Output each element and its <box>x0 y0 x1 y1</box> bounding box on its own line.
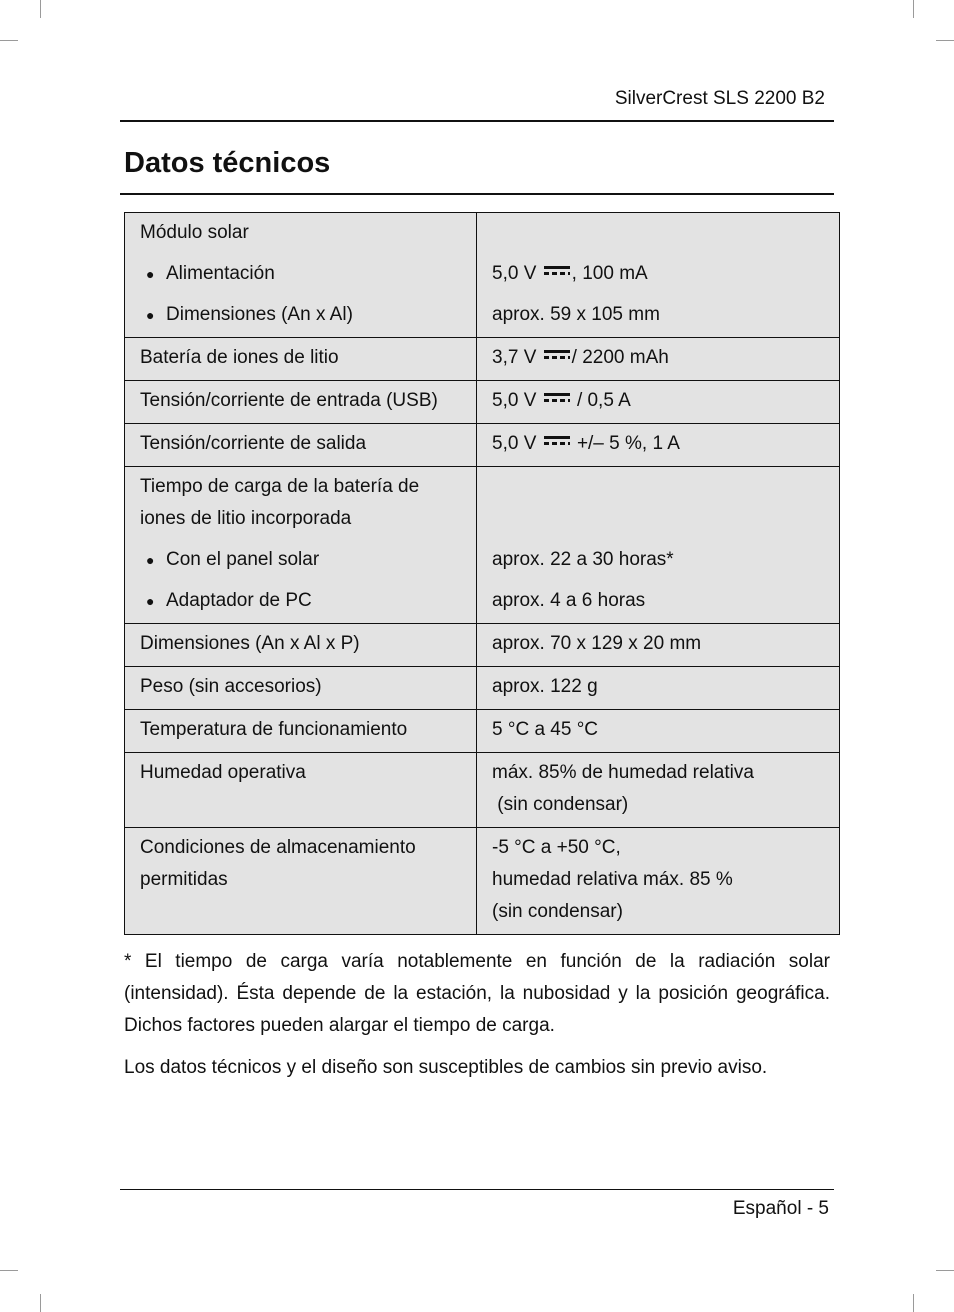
spec-value: aprox. 122 g <box>477 667 840 710</box>
spec-label: Batería de iones de litio <box>125 338 477 381</box>
page-number: Español - 5 <box>732 1198 829 1219</box>
footer-rule <box>120 1189 834 1190</box>
spec-value-text: +/– 5 %, 1 A <box>576 433 680 454</box>
spec-value: (sin condensar) <box>492 901 623 922</box>
spec-value-cell <box>477 753 840 828</box>
spec-value: aprox. 4 a 6 horas <box>492 590 646 611</box>
spec-label: iones de litio incorporada <box>140 508 352 529</box>
spec-value: (sin condensar) <box>492 794 629 815</box>
table-row <box>125 710 840 753</box>
spec-label-cell <box>125 828 477 935</box>
spec-table <box>124 212 840 935</box>
bullet-icon: ● <box>146 307 155 323</box>
dc-current-icon <box>544 392 570 404</box>
spec-label: Humedad operativa <box>125 753 477 828</box>
spec-label: Condiciones de almacenamiento <box>140 837 416 858</box>
table-row <box>125 667 840 710</box>
spec-value <box>492 258 825 290</box>
table-row <box>125 467 840 624</box>
crop-mark <box>40 1294 41 1312</box>
spec-value: humedad relativa máx. 85 % <box>492 869 733 890</box>
disclaimer: Los datos técnicos y el diseño son susceptibles de cambios sin previo aviso. <box>124 1057 768 1078</box>
spec-label-cell <box>125 213 477 338</box>
spec-value-text: , 100 mA <box>571 263 648 284</box>
spec-value: -5 °C a +50 °C, <box>492 837 621 858</box>
list-item <box>140 585 462 617</box>
table-row <box>125 753 840 828</box>
header-rule <box>120 120 834 122</box>
crop-mark <box>0 40 18 41</box>
page-title: Datos técnicos <box>124 147 331 179</box>
spec-label: Tiempo de carga de la batería de <box>140 476 420 497</box>
spec-sublabel: Con el panel solar <box>166 549 320 570</box>
spec-label: Dimensiones (An x Al x P) <box>125 624 477 667</box>
crop-mark <box>913 1294 914 1312</box>
crop-mark <box>913 0 914 18</box>
crop-mark <box>936 40 954 41</box>
spec-value: máx. 85% de humedad relativa <box>492 762 754 783</box>
table-row <box>125 381 840 424</box>
table-row <box>125 828 840 935</box>
spec-value-cell <box>477 828 840 935</box>
spec-label: Temperatura de funcionamiento <box>125 710 477 753</box>
spec-label-cell <box>125 467 477 624</box>
bullet-icon: ● <box>146 552 155 568</box>
spec-sublabel: Alimentación <box>166 263 275 284</box>
spec-label: permitidas <box>140 869 228 890</box>
dc-current-icon <box>544 349 570 361</box>
crop-mark <box>936 1270 954 1271</box>
spec-value: aprox. 59 x 105 mm <box>492 304 660 325</box>
spec-label: Tensión/corriente de entrada (USB) <box>125 381 477 424</box>
list-item <box>140 544 462 576</box>
spec-label: Tensión/corriente de salida <box>125 424 477 467</box>
list-item <box>140 258 462 290</box>
bullet-icon: ● <box>146 593 155 609</box>
spec-value-text: 5,0 V <box>492 263 537 284</box>
spec-value: aprox. 22 a 30 horas* <box>492 549 674 570</box>
spec-value <box>477 381 840 424</box>
spec-value-cell <box>477 467 840 624</box>
spec-value-text: / 0,5 A <box>576 390 631 411</box>
spec-label: Peso (sin accesorios) <box>125 667 477 710</box>
header-title: SilverCrest SLS 2200 B2 <box>614 88 825 109</box>
crop-mark <box>40 0 41 18</box>
table-row <box>125 213 840 338</box>
spec-value-text: 3,7 V <box>492 347 537 368</box>
spec-value-text: 5,0 V <box>492 433 537 454</box>
spec-value: 5 °C a 45 °C <box>477 710 840 753</box>
spec-value-text: 5,0 V <box>492 390 537 411</box>
spec-sublabel: Adaptador de PC <box>166 590 312 611</box>
bullet-icon: ● <box>146 266 155 282</box>
spec-value-cell <box>477 213 840 338</box>
spec-value-text: / 2200 mAh <box>571 347 669 368</box>
crop-mark <box>0 1270 18 1271</box>
list-item <box>140 299 462 331</box>
dc-current-icon <box>544 265 570 277</box>
footnote: * El tiempo de carga varía notablemente en función de la radiación solar (intensidad). Ésta depende de la estación, la nubosidad y la posición geográfica. Dichos factores pueden alargar el tiempo de carga. <box>124 951 830 1036</box>
table-row <box>125 338 840 381</box>
dc-current-icon <box>544 435 570 447</box>
spec-value <box>477 424 840 467</box>
table-row <box>125 424 840 467</box>
table-row <box>125 624 840 667</box>
spec-sublabel: Dimensiones (An x Al) <box>166 304 353 325</box>
title-rule <box>120 193 834 195</box>
spec-value <box>477 338 840 381</box>
spec-label: Módulo solar <box>140 222 249 243</box>
spec-value: aprox. 70 x 129 x 20 mm <box>477 624 840 667</box>
